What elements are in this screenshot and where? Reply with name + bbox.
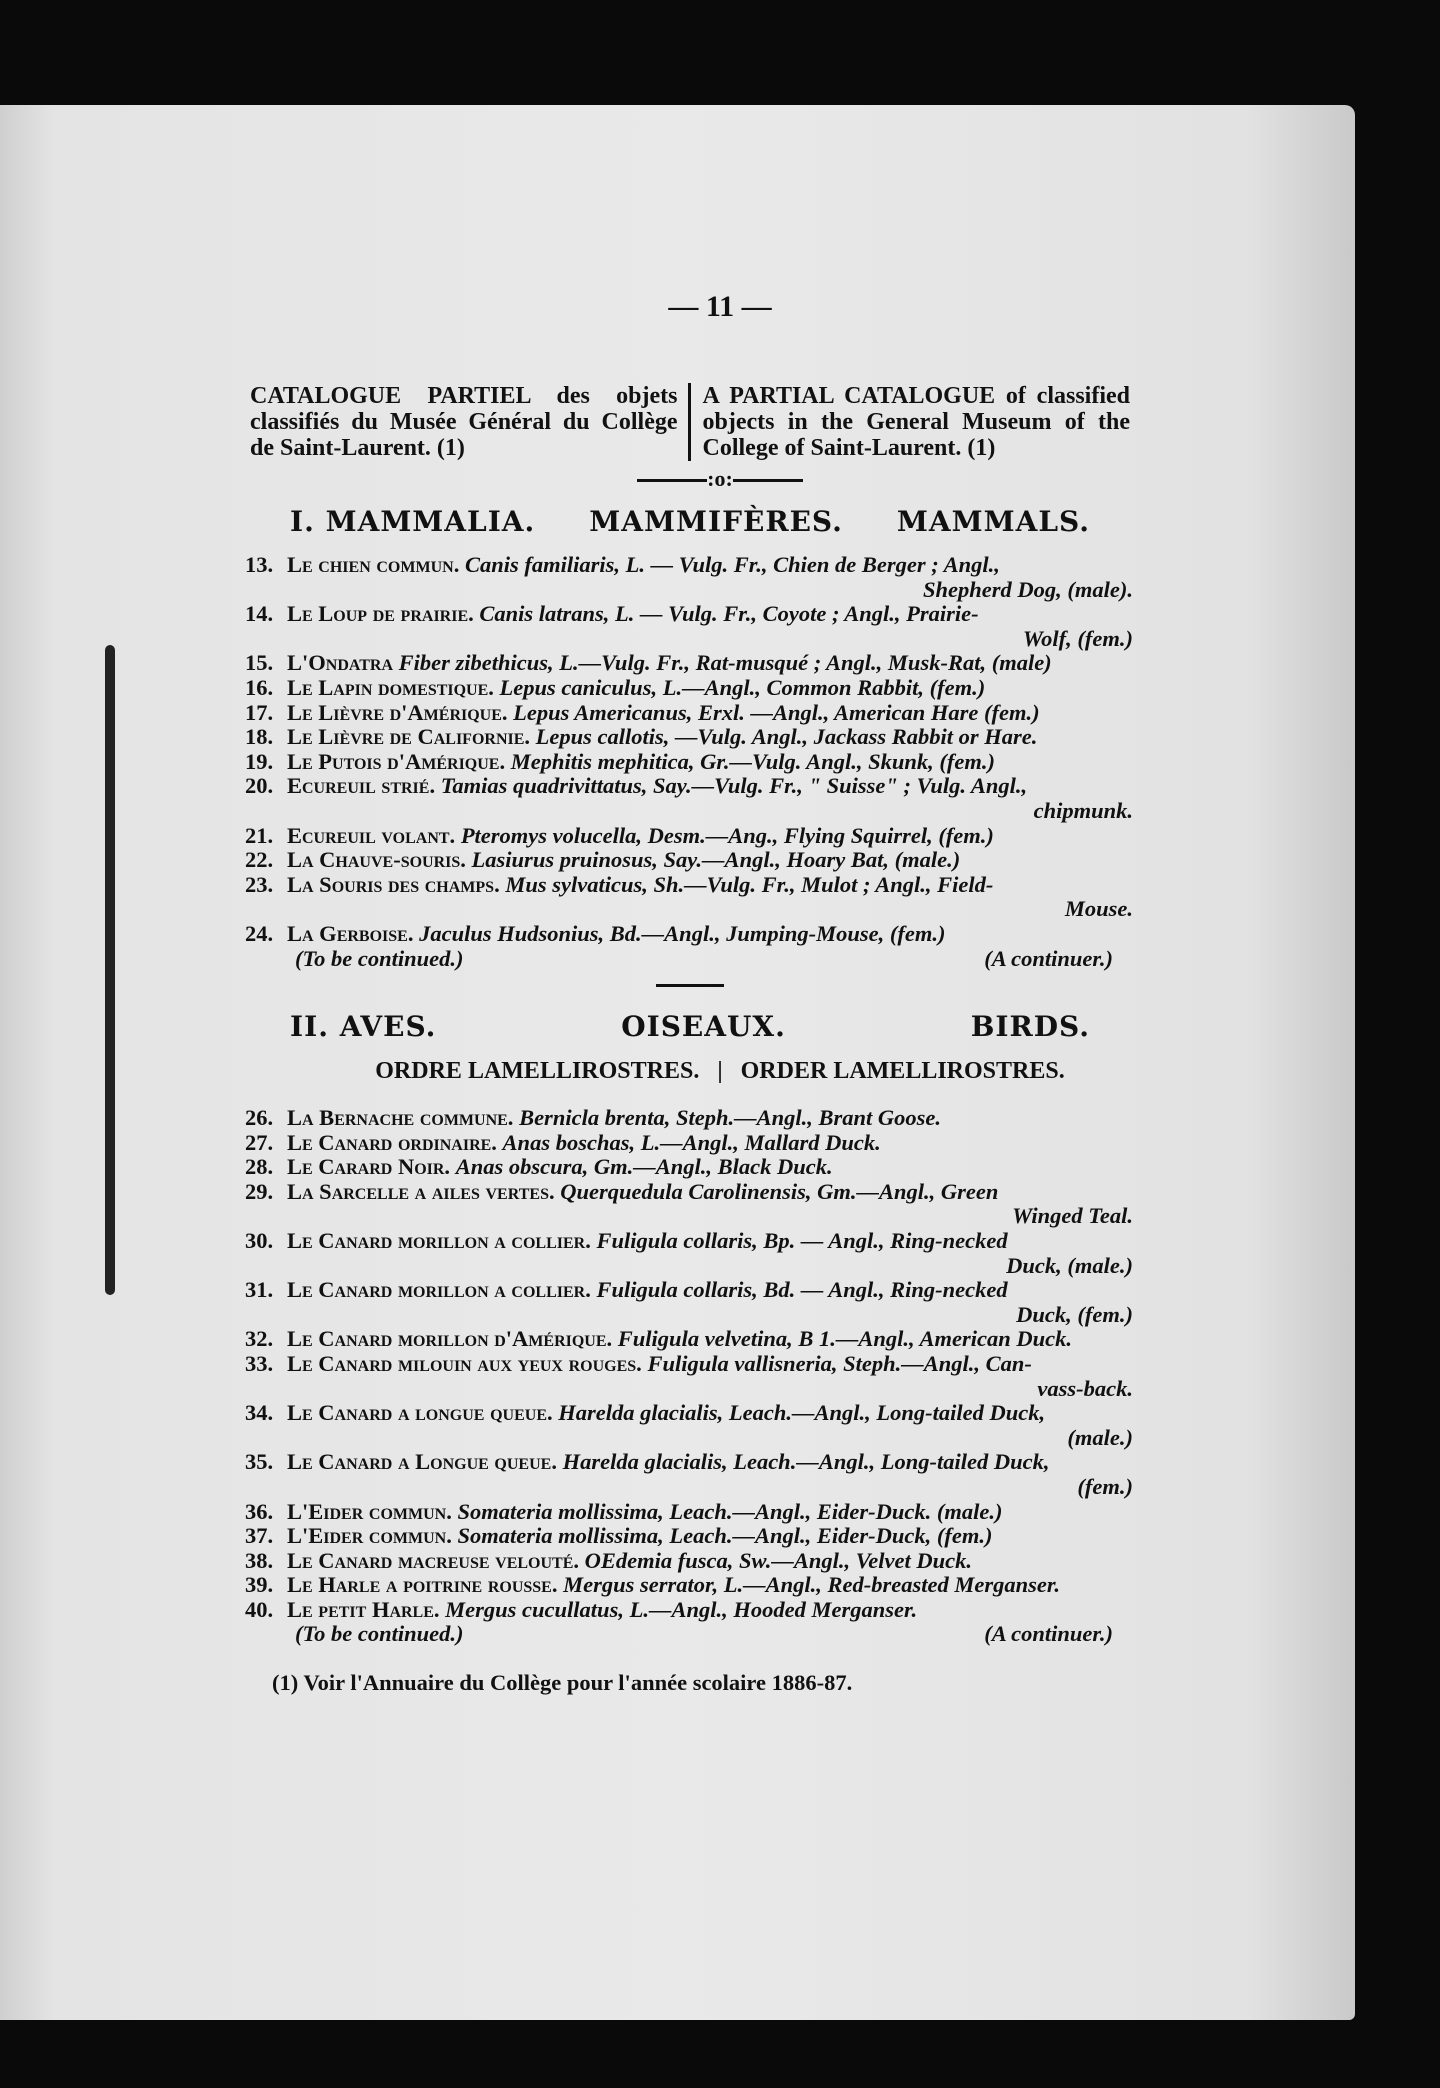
entry-french-name: Le Carard Noir. <box>287 1154 451 1180</box>
entry-continuation: (fem.) <box>1077 1473 1133 1499</box>
entry-french-name: Le Lièvre de Californie. <box>287 724 531 750</box>
entry-french-name: La Bernache commune. <box>287 1105 514 1130</box>
list-item <box>245 750 1133 775</box>
entry-continuation: Winged Teal. <box>1012 1203 1133 1229</box>
separator <box>0 466 1440 492</box>
entry-continuation: chipmunk. <box>1033 797 1133 823</box>
entry-description: Lasiurus pruinosus, Say.—Angl., Hoary Bat, (male.) <box>471 847 961 873</box>
list-item <box>245 676 1133 701</box>
continued-english: (To be continued.) <box>295 1621 464 1647</box>
entry-description: OEdemia fusca, Sw.—Angl., Velvet Duck. <box>584 1547 972 1573</box>
entry-french-name: L'Eider commun. <box>287 1498 452 1524</box>
entry-french-name: Le Canard a longue queue. <box>287 1400 553 1426</box>
entry-description: Fuligula vallisneria, Steph.—Angl., Can- <box>647 1350 1032 1376</box>
list-item <box>245 1155 1133 1180</box>
entry-continuation: Duck, (male.) <box>1006 1252 1133 1278</box>
entry-number: 29. <box>245 1178 274 1204</box>
list-item <box>245 701 1133 726</box>
entry-number: 15. <box>245 650 274 676</box>
entry-french-name: L'Ondatra <box>287 650 394 676</box>
entry-description: Harelda glacialis, Leach.—Angl., Long-tailed Duck, <box>562 1449 1050 1475</box>
list-item <box>245 1450 1133 1499</box>
entry-description: Anas obscura, Gm.—Angl., Black Duck. <box>455 1154 833 1180</box>
entry-description: Pteromys volucella, Desm.—Ang., Flying Squirrel, (fem.) <box>460 822 994 848</box>
entry-number: 31. <box>245 1277 274 1303</box>
entry-description: Bernicla brenta, Steph.—Angl., Brant Goose. <box>519 1105 942 1130</box>
list-item <box>245 651 1133 676</box>
entry-number: 32. <box>245 1326 274 1352</box>
order-divider: | <box>717 1058 723 1084</box>
entry-french-name: Le Canard macreuse velouté. <box>287 1547 580 1573</box>
list-item <box>245 1598 1133 1623</box>
entry-number: 40. <box>245 1596 274 1622</box>
entry-number: 14. <box>245 601 274 627</box>
entry-continuation: (male.) <box>1067 1424 1133 1450</box>
list-item <box>245 1229 1133 1278</box>
entry-description: Lepus Americanus, Erxl. —Angl., American Hare (fem.) <box>513 699 1040 725</box>
entry-french-name: Le Harle a poitrine rousse. <box>287 1572 558 1598</box>
page-number: — 11 — <box>668 290 772 323</box>
list-item <box>245 553 1133 602</box>
entry-french-name: Le Canard ordinaire. <box>287 1129 497 1155</box>
entry-number: 34. <box>245 1400 274 1426</box>
mammals-latin: I. MAMMALIA. <box>290 505 536 538</box>
entry-continuation: Shepherd Dog, (male). <box>923 576 1133 602</box>
continued-french: (A continuer.) <box>984 945 1113 971</box>
entry-french-name: Le Canard morillon a collier. <box>287 1227 591 1253</box>
entry-number: 28. <box>245 1154 274 1180</box>
entry-description: Mephitis mephitica, Gr.—Vulg. Angl., Skunk, (fem.) <box>510 748 995 774</box>
entry-number: 18. <box>245 724 274 750</box>
birds-english: BIRDS. <box>970 1010 1090 1043</box>
birds-heading <box>290 1010 1090 1043</box>
entry-french-name: Le chien commun. <box>287 552 460 577</box>
entry-french-name: Le Loup de prairie. <box>287 601 474 627</box>
entry-number: 16. <box>245 674 274 700</box>
mammals-french: MAMMIFÈRES. <box>589 505 843 538</box>
order-english: ORDER LAMELLIROSTRES. <box>740 1058 1065 1084</box>
footnote: (1) Voir l'Annuaire du Collège pour l'année scolaire 1886-87. <box>272 1670 853 1695</box>
entry-continuation: vass-back. <box>1037 1375 1133 1401</box>
entry-description: Tamias quadrivittatus, Say.—Vulg. Fr., " Suisse" ; Vulg. Angl., <box>440 773 1028 799</box>
entry-french-name: Le petit Harle. <box>287 1596 440 1622</box>
list-item <box>245 848 1133 873</box>
entry-number: 30. <box>245 1227 274 1253</box>
list-item <box>245 922 1133 947</box>
entry-french-name: La Chauve-souris. <box>287 847 466 873</box>
continued-line <box>245 1622 1133 1647</box>
entry-number: 21. <box>245 822 274 848</box>
list-item <box>245 1180 1133 1229</box>
entry-description: Jaculus Hudsonius, Bd.—Angl., Jumping-Mouse, (fem.) <box>419 920 946 946</box>
list-item <box>245 1524 1133 1549</box>
entry-french-name: Le Putois d'Amérique. <box>287 748 506 774</box>
list-item <box>245 1278 1133 1327</box>
catalogue-intro <box>250 383 1130 461</box>
list-item <box>245 1549 1133 1574</box>
continued-english: (To be continued.) <box>295 945 464 971</box>
intro-french: CATALOGUE PARTIEL des objets classifiés du Musée Général du Collège de Saint-Laurent. (1) <box>250 383 691 461</box>
entry-number: 17. <box>245 699 274 725</box>
birds-latin: II. AVES. <box>290 1010 437 1043</box>
entry-french-name: Le Lièvre d'Amérique. <box>287 699 508 725</box>
entry-french-name: La Gerboise. <box>287 920 414 946</box>
entry-french-name: Le Canard morillon d'Amérique. <box>287 1326 613 1352</box>
entry-description: Anas boschas, L.—Angl., Mallard Duck. <box>502 1129 881 1155</box>
entry-description: Somateria mollissima, Leach.—Angl., Eider-Duck. (male.) <box>457 1498 1003 1524</box>
entry-french-name: Le Lapin domestique. <box>287 674 494 700</box>
entry-number: 35. <box>245 1449 274 1475</box>
entry-number: 13. <box>245 552 274 577</box>
list-item <box>245 1500 1133 1525</box>
entry-description: Canis latrans, L. — Vulg. Fr., Coyote ; Angl., Prairie- <box>479 601 979 627</box>
entry-french-name: La Souris des champs. <box>287 871 500 897</box>
continued-line <box>245 947 1133 972</box>
entry-description: Lepus caniculus, L.—Angl., Common Rabbit, (fem.) <box>499 674 986 700</box>
list-item <box>245 1106 1133 1131</box>
binding-string <box>105 645 115 1295</box>
list-item <box>245 824 1133 849</box>
entry-number: 38. <box>245 1547 274 1573</box>
list-item <box>245 1327 1133 1352</box>
list-item <box>245 774 1133 823</box>
list-item <box>245 1352 1133 1401</box>
entry-number: 26. <box>245 1105 274 1130</box>
entry-number: 27. <box>245 1129 274 1155</box>
entry-description: Lepus callotis, —Vulg. Angl., Jackass Rabbit or Hare. <box>535 724 1038 750</box>
intro-english: A PARTIAL CATALOGUE of classified objects in the General Museum of the College of Saint-Laurent. (1) <box>702 383 1130 461</box>
entry-number: 37. <box>245 1523 274 1549</box>
entry-number: 23. <box>245 871 274 897</box>
entry-description: Fuligula collaris, Bp. — Angl., Ring-necked <box>596 1227 1008 1253</box>
entry-continuation: Wolf, (fem.) <box>1022 625 1133 651</box>
entry-description: Mergus serrator, L.—Angl., Red-breasted Merganser. <box>563 1572 1061 1598</box>
entry-description: Querquedula Carolinensis, Gm.—Angl., Green <box>560 1178 999 1204</box>
mammal-entries <box>245 553 1133 971</box>
list-item <box>245 602 1133 651</box>
mammals-english: MAMMALS. <box>896 505 1090 538</box>
entry-description: Canis familiaris, L. — Vulg. Fr., Chien de Berger ; Angl., <box>464 552 1000 577</box>
order-french: ORDRE LAMELLIROSTRES. <box>375 1058 700 1084</box>
entry-description: Fiber zibethicus, L.—Vulg. Fr., Rat-musqué ; Angl., Musk-Rat, (male) <box>398 650 1052 676</box>
entry-french-name: Le Canard morillon a collier. <box>287 1277 591 1303</box>
entry-french-name: Le Canard milouin aux yeux rouges. <box>287 1350 642 1376</box>
list-item <box>245 725 1133 750</box>
entry-description: Mus sylvaticus, Sh.—Vulg. Fr., Mulot ; Angl., Field- <box>505 871 994 897</box>
continued-french: (A continuer.) <box>984 1621 1113 1647</box>
list-item <box>245 1573 1133 1598</box>
order-heading <box>0 1058 1440 1085</box>
entry-continuation: Duck, (fem.) <box>1016 1301 1133 1327</box>
entry-description: Somateria mollissima, Leach.—Angl., Eider-Duck, (fem.) <box>457 1523 993 1549</box>
entry-description: Mergus cucullatus, L.—Angl., Hooded Merganser. <box>445 1596 918 1622</box>
mammals-heading <box>290 505 1090 538</box>
separator-mark: :o: <box>707 466 733 491</box>
section-rule <box>656 984 724 987</box>
entry-continuation: Mouse. <box>1064 896 1133 922</box>
entry-french-name: L'Eider commun. <box>287 1523 452 1549</box>
entry-number: 20. <box>245 773 274 799</box>
entry-number: 36. <box>245 1498 274 1524</box>
birds-french: OISEAUX. <box>621 1010 786 1043</box>
entry-french-name: Ecureuil strié. <box>287 773 436 799</box>
bird-entries <box>245 1106 1133 1647</box>
entry-number: 19. <box>245 748 274 774</box>
entry-description: Fuligula collaris, Bd. — Angl., Ring-necked <box>596 1277 1008 1303</box>
entry-number: 22. <box>245 847 274 873</box>
entry-description: Fuligula velvetina, B 1.—Angl., American Duck. <box>617 1326 1072 1352</box>
entry-french-name: Le Canard a Longue queue. <box>287 1449 557 1475</box>
list-item <box>245 873 1133 922</box>
list-item <box>245 1131 1133 1156</box>
entry-number: 24. <box>245 920 274 946</box>
entry-number: 33. <box>245 1350 274 1376</box>
entry-french-name: La Sarcelle a ailes vertes. <box>287 1178 555 1204</box>
list-item <box>245 1401 1133 1450</box>
entry-description: Harelda glacialis, Leach.—Angl., Long-tailed Duck, <box>558 1400 1046 1426</box>
entry-french-name: Ecureuil volant. <box>287 822 456 848</box>
entry-number: 39. <box>245 1572 274 1598</box>
